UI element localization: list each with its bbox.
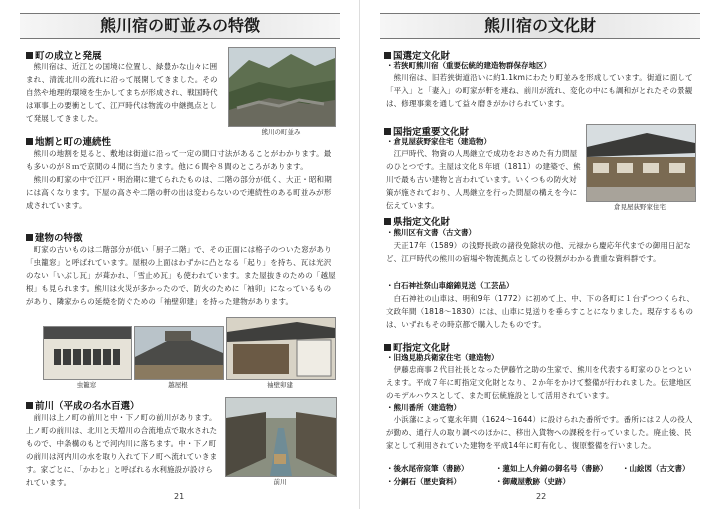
sub-bansho: ・熊川番所（建造物） — [386, 403, 461, 412]
text-shiraishi-float: 白石神社の山車は、明和9年（1772）に初めて上、中、下の各町に１台ずつつくられ、文政年間（1818～1830）には、山車に見送りを垂らすことになりました。現存するものは、いずれもその時京都で購入したものです。 — [386, 294, 695, 329]
other-item: ・後水尾帝宸筆（書跡） — [386, 464, 469, 473]
sub-hemi-residence: ・旧逸見勘兵衛家住宅（建造物） — [386, 353, 499, 362]
heading-land-division: 地割と町の連続性 — [26, 134, 111, 148]
heading-national-selected: 国選定文化財 — [384, 48, 450, 62]
other-item: ・御蔵屋敷跡（史跡） — [495, 477, 570, 486]
text-bansho: 小浜藩によって寛永年間（1624～1644）に設けられた番所です。番所には２人の役人が勤め、通行人の取り調べのほかに、移出入貨物への課税を行っていました。廃止後、民家として利用されていた建物を平成14年に町有化し、復原整備を行いました。 — [386, 415, 693, 450]
heading-town-designated: 町指定文化財 — [384, 340, 450, 354]
right-page — [360, 0, 720, 509]
photo-mushikomado — [43, 326, 132, 380]
caption-koshiyane: 越屋根 — [168, 381, 188, 389]
heading-town-formation: 町の成立と発展 — [26, 48, 102, 62]
other-item: ・蓮如上人弁錦の御名号（書跡） — [495, 464, 608, 473]
other-item: ・分銅石（歴史資料） — [386, 477, 461, 486]
ogino-residence-illustration — [587, 125, 695, 201]
caption-mushikomado: 虫籠窓 — [76, 381, 97, 389]
photo-maekawa — [225, 397, 337, 477]
mushikomado-illustration — [44, 327, 131, 379]
heading-building-features: 建物の特徴 — [26, 230, 83, 244]
caption-maekawa: 前川 — [273, 478, 287, 486]
page-number-right: 22 — [536, 492, 547, 501]
koshiyane-illustration — [135, 327, 223, 379]
other-item: ・山絵図（古文書） — [622, 464, 690, 473]
townscape-illustration — [229, 48, 335, 126]
sodekabe-udatsu-illustration — [227, 318, 335, 379]
sub-ogino-residence: ・倉見屋荻野家住宅（建造物） — [386, 137, 491, 146]
photo-koshiyane — [134, 326, 224, 380]
left-banner: 熊川宿の町並みの特徴 — [20, 13, 340, 39]
heading-national-important: 国指定重要文化財 — [384, 124, 469, 138]
right-banner: 熊川宿の文化財 — [380, 13, 700, 39]
text-town-formation: 熊川宿は、近江との国境に位置し、緑豊かな山々に囲まれ、清流北川の流れに沿って展開してきました。その自然や地理的環境を生かしてまちが形成され、戦国時代は軍事上の要衝として、江戸時代は物流の中継拠点として発展してきました。 — [26, 62, 218, 123]
text-building-features: 町家の古いものは二階部分が低い「厨子二階」で、その正面には格子のついた窓があり「虫籠窓」と呼ばれています。屋根の上面はわずかに凸となる「起り」を持ち、瓦は光沢のない「いぶし瓦」が葺かれ、「雪止め瓦」も使われています。また屋抜きのための「越屋根」も見られます。熊川は火災が多かったので、防火のために「袖卯」になっているものがあり、隣家からの延焼を防ぐための「袖壁卯建」を持った建物があります。 — [26, 245, 336, 306]
caption-sodekabe-udatsu: 袖壁卯建 — [267, 381, 293, 389]
text-district-documents: 天正17年（1589）の浅野長政の諸役免除状の他、元禄から慶応年代までの御用日記など、江戸時代の熊川の宿場や物流拠点としての役割がわかる貴重な資料群です。 — [386, 241, 691, 263]
sub-wakasa-kumagawa: ・若狭町熊川宿（重要伝統的建造物群保存地区） — [386, 61, 551, 70]
caption-townscape: 熊川の町並み — [261, 128, 301, 136]
sub-district-documents: ・熊川区有文書（古文書） — [386, 228, 476, 237]
heading-maekawa: 前川（平成の名水百選） — [26, 398, 140, 412]
caption-ogino-residence: 倉見屋荻野家住宅 — [614, 203, 666, 211]
maekawa-illustration — [226, 398, 336, 476]
heading-prefectural: 県指定文化財 — [384, 214, 450, 228]
sub-shiraishi-float: ・白石神社祭山車縮錦見送（工芸品） — [386, 281, 514, 290]
photo-sodekabe-udatsu — [226, 317, 336, 380]
photo-ogino-residence — [586, 124, 696, 202]
text-ogino-residence: 江戸時代、物資の人馬継立で成功をおさめた有力問屋のひとつです。主屋は文化８年頃（1811）の建築で、熊川で最も古い建物と言われています。いくつもの防火対策が施されており、人馬継立を行った問屋の構えを今に伝えています。 — [386, 149, 581, 210]
text-land-division: 熊川の地割を見ると、敷地は街道に沿って一定の間口寸法があることがわかります。最も多いのが８ｍで京間の４間に当たります。他に６間や８間のところがあります。 熊川の町家の中で江戸・明治期に建てられたものは、二階の部分が低く、大正・昭和期には高くなります。下屋の高さや二階の軒の出は変わらないので連続性のある町並みが形成されています。 — [26, 149, 332, 210]
page-number-left: 21 — [174, 492, 185, 501]
photo-townscape — [228, 47, 336, 127]
text-national-selected: 熊川宿は、旧若狭街道沿いに約1.1kmにわたり町並みを形成しています。街道に面して「平入」と「妻入」の町家が軒を連ね、前川が流れ、変化の中にも調和がとれたその景観は、修理事業を通して益々磨きがかけられています。 — [386, 73, 693, 108]
text-hemi-residence: 伊藤忠商事２代目社長となった伊藤竹之助の生家で、熊川を代表する町家のひとつといえます。平成７年に町指定文化財となり、２か年をかけて整備が行われました。伝建地区のモデルハウスとして、また町伝統施設として活用されています。 — [386, 365, 692, 400]
text-maekawa: 前川は上ノ町の前川と中・下ノ町の前川があります。上ノ町の前川は、北川と天増川の合流地点で取水されたもので、中条構のもとで河内川に落ちます。中・下ノ町の前川は河内川の水を取り入れて下ノ町へ流れていきます。家ごとに、「かわと」と呼ばれる水利施設が設けられています。 — [26, 413, 218, 487]
